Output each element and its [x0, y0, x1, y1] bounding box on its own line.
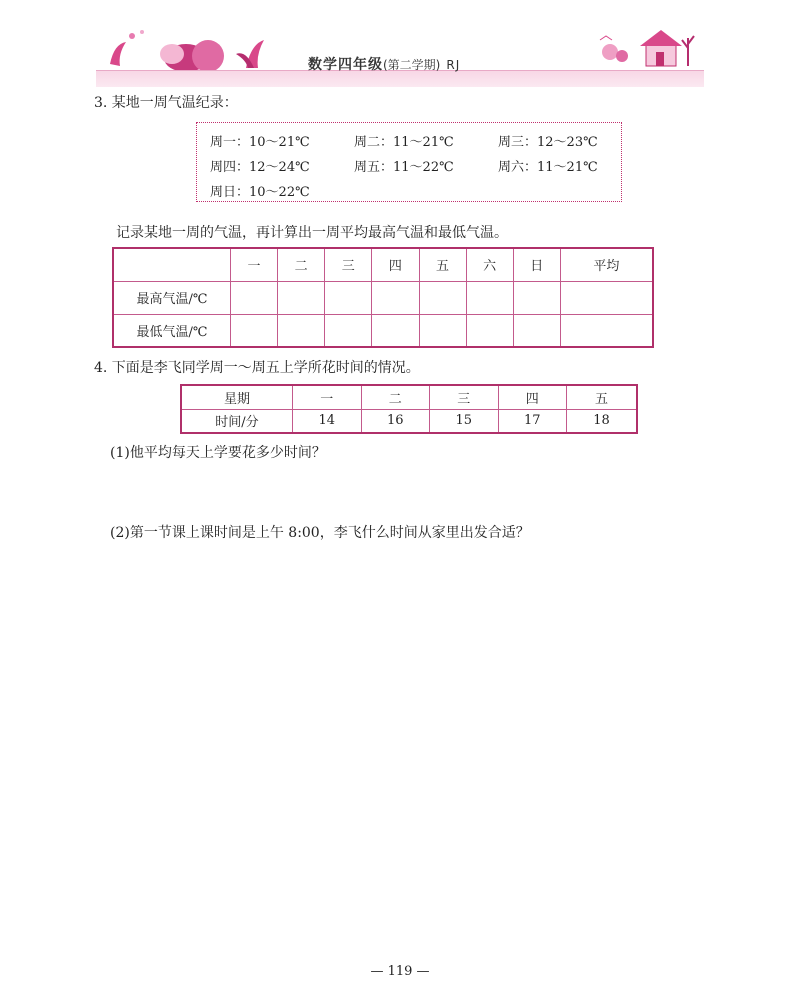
answer-cell[interactable] — [278, 314, 325, 347]
temp-fri: 周五：11～22℃ — [354, 160, 454, 175]
header-cell: 一 — [231, 248, 278, 281]
header-cell: 五 — [419, 248, 466, 281]
answer-cell[interactable] — [560, 281, 653, 314]
row-label-max: 最高气温/℃ — [113, 281, 231, 314]
weekly-temperature-table — [112, 247, 654, 348]
value-cell: 15 — [430, 409, 499, 433]
answer-cell[interactable] — [325, 281, 372, 314]
header-cell: 三 — [430, 385, 499, 409]
header-cell: 平均 — [560, 248, 653, 281]
q4-sub1: (1)他平均每天上学要花多少时间？ — [110, 445, 326, 461]
q4-title: 4. 下面是李飞同学周一～周五上学所花时间的情况。 — [94, 360, 420, 376]
header-cell: 六 — [466, 248, 513, 281]
row-label-time: 时间/分 — [181, 409, 293, 433]
answer-cell[interactable] — [372, 281, 419, 314]
header-cell: 一 — [293, 385, 362, 409]
value-cell: 18 — [567, 409, 638, 433]
edition-text: RJ — [446, 58, 461, 72]
table-row — [113, 281, 653, 314]
page-header — [96, 18, 704, 88]
answer-cell[interactable] — [325, 314, 372, 347]
answer-cell[interactable] — [560, 314, 653, 347]
book-title — [308, 54, 460, 74]
header-cell — [113, 248, 231, 281]
temp-mon: 周一：10～21℃ — [210, 135, 310, 150]
value-cell: 17 — [498, 409, 567, 433]
table-row — [113, 314, 653, 347]
answer-cell[interactable] — [419, 281, 466, 314]
answer-cell[interactable] — [419, 314, 466, 347]
answer-cell[interactable] — [231, 281, 278, 314]
answer-cell[interactable] — [372, 314, 419, 347]
temp-sat: 周六：11～21℃ — [498, 160, 598, 175]
table-header-row — [181, 385, 637, 409]
header-cell: 四 — [372, 248, 419, 281]
row-label-min: 最低气温/℃ — [113, 314, 231, 347]
table-header-row — [113, 248, 653, 281]
value-cell: 16 — [361, 409, 430, 433]
subtitle-text: (第二学期) — [383, 58, 441, 72]
header-cell: 四 — [498, 385, 567, 409]
answer-cell[interactable] — [231, 314, 278, 347]
q3-instruction: 记录某地一周的气温，再计算出一周平均最高气温和最低气温。 — [116, 225, 508, 241]
value-cell: 14 — [293, 409, 362, 433]
header-cell: 五 — [567, 385, 638, 409]
q3-title: 3. 某地一周气温纪录： — [94, 95, 238, 111]
temp-wed: 周三：12～23℃ — [498, 135, 598, 150]
temp-tue: 周二：11～21℃ — [354, 135, 454, 150]
header-cell: 二 — [361, 385, 430, 409]
page-number: — 119 — — [370, 964, 430, 979]
answer-cell[interactable] — [513, 314, 560, 347]
answer-cell[interactable] — [466, 281, 513, 314]
header-cell: 星期 — [181, 385, 293, 409]
header-cell: 三 — [325, 248, 372, 281]
flower-decoration-icon — [96, 24, 276, 74]
temp-sun: 周日：10～22℃ — [210, 185, 310, 200]
house-decoration-icon — [596, 18, 704, 74]
header-cell: 二 — [278, 248, 325, 281]
table-row — [181, 409, 637, 433]
title-text: 数学四年级 — [308, 57, 383, 73]
travel-time-table — [180, 384, 638, 434]
answer-cell[interactable] — [278, 281, 325, 314]
q4-sub2: (2)第一节课上课时间是上午 8:00，李飞什么时间从家里出发合适？ — [110, 525, 530, 541]
header-cell: 日 — [513, 248, 560, 281]
answer-cell[interactable] — [513, 281, 560, 314]
answer-cell[interactable] — [466, 314, 513, 347]
temp-thu: 周四：12～24℃ — [210, 160, 310, 175]
